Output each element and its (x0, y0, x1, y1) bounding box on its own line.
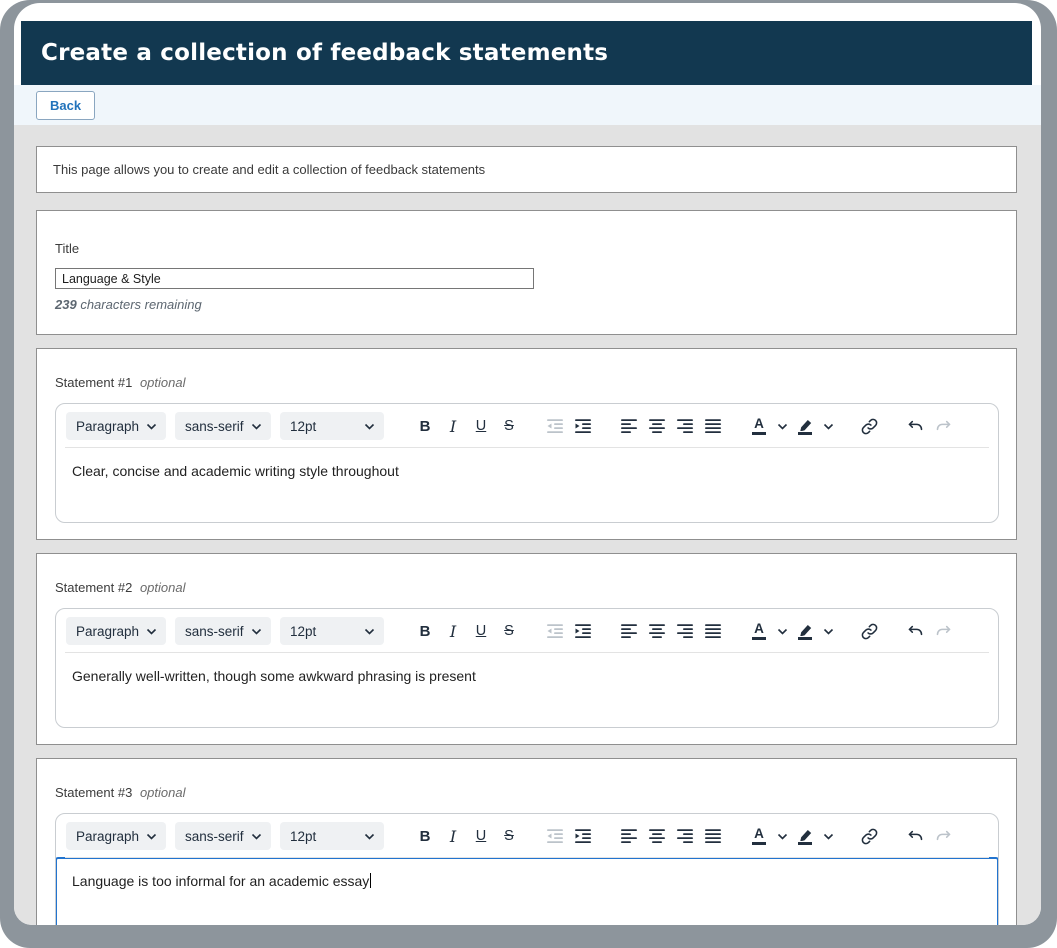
underline-button[interactable] (467, 822, 495, 850)
italic-icon: I (449, 621, 457, 641)
statement-2-optional-label: optional (139, 580, 186, 595)
strikethrough-icon: S (504, 828, 514, 844)
chevron-down-icon (777, 833, 788, 840)
chevron-down-icon (364, 423, 375, 430)
bold-icon: B (419, 622, 431, 640)
page-header (21, 21, 1032, 85)
indent-icon (574, 827, 592, 845)
justify-icon (704, 827, 722, 845)
redo-icon (935, 623, 952, 640)
highlight-color-button[interactable] (791, 412, 819, 440)
highlight-color-menu-button[interactable] (819, 617, 837, 645)
characters-remaining-number: 239 (55, 297, 77, 312)
italic-button[interactable] (439, 617, 467, 645)
undo-button[interactable] (901, 412, 929, 440)
statement-3-optional-label: optional (139, 785, 186, 800)
outdent-button[interactable] (541, 617, 569, 645)
justify-button[interactable] (699, 412, 727, 440)
underline-icon: U (475, 623, 487, 639)
text-color-button[interactable] (745, 617, 773, 645)
outdent-icon (546, 417, 564, 435)
chevron-down-icon (364, 833, 375, 840)
redo-button[interactable] (929, 822, 957, 850)
align-right-icon (676, 827, 694, 845)
chevron-down-icon (251, 833, 262, 840)
align-center-button[interactable] (643, 412, 671, 440)
page (14, 3, 1041, 925)
statement-1-label: Statement #1 (55, 375, 133, 390)
strikethrough-button[interactable] (495, 412, 523, 440)
redo-icon (935, 828, 952, 845)
italic-icon: I (449, 416, 457, 436)
strikethrough-button[interactable] (495, 822, 523, 850)
statement-card-2 (36, 553, 1017, 745)
text-color-menu-button[interactable] (773, 822, 791, 850)
align-right-icon (676, 417, 694, 435)
chevron-down-icon (364, 628, 375, 635)
statement-card-1 (36, 348, 1017, 540)
chevron-down-icon (251, 423, 262, 430)
title-label: Title (55, 241, 80, 256)
highlight-color-icon (797, 418, 813, 435)
indent-button[interactable] (569, 617, 597, 645)
bold-icon: B (419, 417, 431, 435)
strikethrough-icon: S (504, 418, 514, 434)
text-color-icon: A (752, 622, 766, 640)
statement-1-text: Clear, concise and academic writing style throughout (72, 463, 399, 479)
align-center-icon (648, 417, 666, 435)
highlight-color-icon (797, 623, 813, 640)
text-color-menu-button[interactable] (773, 412, 791, 440)
align-left-icon (620, 622, 638, 640)
text-cursor (370, 873, 371, 888)
justify-button[interactable] (699, 822, 727, 850)
page-title: Create a collection of feedback statements (41, 40, 609, 66)
redo-button[interactable] (929, 617, 957, 645)
bold-icon: B (419, 827, 431, 845)
text-color-icon: A (752, 417, 766, 435)
highlight-color-icon (797, 828, 813, 845)
outdent-button[interactable] (541, 412, 569, 440)
link-icon (861, 418, 878, 435)
highlight-color-menu-button[interactable] (819, 412, 837, 440)
paragraph-format-select[interactable]: Paragraph (66, 822, 166, 850)
link-button[interactable] (855, 412, 883, 440)
link-button[interactable] (855, 822, 883, 850)
intro-card (36, 146, 1017, 193)
italic-button[interactable] (439, 412, 467, 440)
chevron-down-icon (823, 628, 834, 635)
paragraph-format-select[interactable]: Paragraph (66, 617, 166, 645)
indent-button[interactable] (569, 412, 597, 440)
font-family-select[interactable]: sans-serif (175, 822, 271, 850)
bold-button[interactable] (411, 412, 439, 440)
justify-icon (704, 417, 722, 435)
font-size-select[interactable]: 12pt (280, 822, 384, 850)
highlight-color-button[interactable] (791, 822, 819, 850)
statement-2-label: Statement #2 (55, 580, 133, 595)
back-button[interactable]: Back (36, 91, 95, 120)
undo-button[interactable] (901, 617, 929, 645)
bold-button[interactable] (411, 617, 439, 645)
intro-text: This page allows you to create and edit a collection of feedback statements (53, 162, 486, 177)
indent-icon (574, 417, 592, 435)
chevron-down-icon (777, 628, 788, 635)
underline-icon: U (475, 418, 487, 434)
indent-icon (574, 622, 592, 640)
align-center-button[interactable] (643, 617, 671, 645)
outdent-button[interactable] (541, 822, 569, 850)
title-input[interactable] (55, 268, 534, 289)
redo-button[interactable] (929, 412, 957, 440)
title-card (36, 210, 1017, 335)
font-size-select[interactable]: 12pt (280, 617, 384, 645)
align-left-icon (620, 827, 638, 845)
text-color-button[interactable] (745, 822, 773, 850)
align-center-icon (648, 827, 666, 845)
statement-1-editor-area[interactable] (56, 448, 998, 522)
align-left-button[interactable] (615, 617, 643, 645)
italic-icon: I (449, 826, 457, 846)
align-center-icon (648, 622, 666, 640)
underline-button[interactable] (467, 617, 495, 645)
text-color-button[interactable] (745, 412, 773, 440)
characters-remaining-text: characters remaining (80, 297, 202, 312)
rich-text-editor-3 (55, 813, 999, 925)
link-icon (861, 828, 878, 845)
undo-icon (907, 828, 924, 845)
justify-icon (704, 622, 722, 640)
font-family-select[interactable]: sans-serif (175, 412, 271, 440)
text-color-icon: A (752, 827, 766, 845)
font-size-select[interactable]: 12pt (280, 412, 384, 440)
characters-remaining (55, 297, 998, 312)
statement-2-editor-area[interactable] (56, 653, 998, 727)
indent-button[interactable] (569, 822, 597, 850)
editor-toolbar (56, 814, 998, 858)
strikethrough-icon: S (504, 623, 514, 639)
statement-3-label: Statement #3 (55, 785, 133, 800)
chevron-down-icon (146, 833, 157, 840)
undo-button[interactable] (901, 822, 929, 850)
link-icon (861, 623, 878, 640)
align-center-button[interactable] (643, 822, 671, 850)
outdent-icon (546, 622, 564, 640)
outdent-icon (546, 827, 564, 845)
align-right-icon (676, 622, 694, 640)
chevron-down-icon (823, 833, 834, 840)
redo-icon (935, 418, 952, 435)
statement-card-3 (36, 758, 1017, 925)
highlight-color-menu-button[interactable] (819, 822, 837, 850)
align-right-button[interactable] (671, 412, 699, 440)
statement-1-optional-label: optional (139, 375, 186, 390)
underline-icon: U (475, 828, 487, 844)
chevron-down-icon (146, 423, 157, 430)
main-content (14, 125, 1041, 925)
statement-3-editor-area[interactable] (56, 858, 998, 925)
rich-text-editor-1 (55, 403, 999, 523)
editor-toolbar (56, 609, 998, 653)
chevron-down-icon (777, 423, 788, 430)
back-bar (14, 85, 1041, 125)
italic-button[interactable] (439, 822, 467, 850)
editor-toolbar (56, 404, 998, 448)
undo-icon (907, 623, 924, 640)
align-left-icon (620, 417, 638, 435)
highlight-color-button[interactable] (791, 617, 819, 645)
font-family-select[interactable]: sans-serif (175, 617, 271, 645)
align-right-button[interactable] (671, 822, 699, 850)
statement-2-text: Generally well-written, though some awkward phrasing is present (72, 668, 476, 684)
chevron-down-icon (146, 628, 157, 635)
chevron-down-icon (823, 423, 834, 430)
strikethrough-button[interactable] (495, 617, 523, 645)
link-button[interactable] (855, 617, 883, 645)
statement-3-text: Language is too informal for an academic essay (72, 873, 370, 889)
text-color-menu-button[interactable] (773, 617, 791, 645)
bold-button[interactable] (411, 822, 439, 850)
align-left-button[interactable] (615, 822, 643, 850)
align-left-button[interactable] (615, 412, 643, 440)
chevron-down-icon (251, 628, 262, 635)
underline-button[interactable] (467, 412, 495, 440)
paragraph-format-select[interactable]: Paragraph (66, 412, 166, 440)
undo-icon (907, 418, 924, 435)
justify-button[interactable] (699, 617, 727, 645)
rich-text-editor-2 (55, 608, 999, 728)
align-right-button[interactable] (671, 617, 699, 645)
